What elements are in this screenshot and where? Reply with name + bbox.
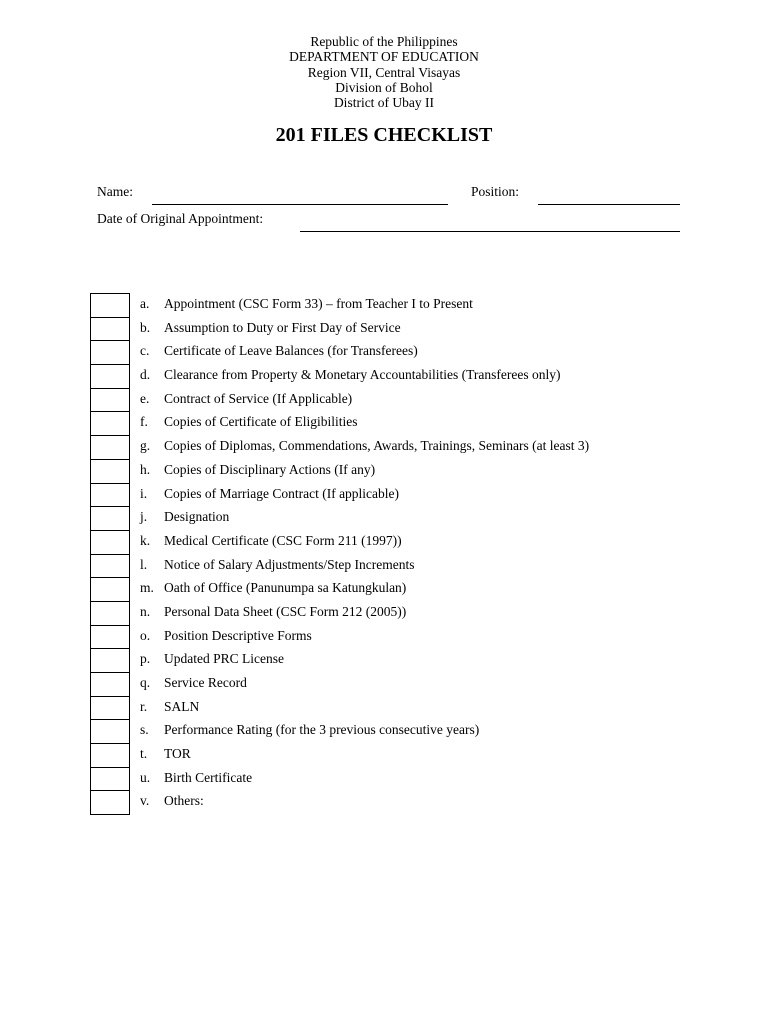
- item-label: SALN: [164, 698, 200, 714]
- item-label: Copies of Certificate of Eligibilities: [164, 414, 358, 430]
- checkbox[interactable]: [90, 743, 130, 767]
- item-label: Clearance from Property & Monetary Accountabilities (Transferees only): [164, 367, 561, 383]
- item-label: Contract of Service (If Applicable): [164, 390, 353, 406]
- item-label: Copies of Disciplinary Actions (If any): [164, 461, 376, 477]
- header-region: Region VII, Central Visayas: [307, 64, 461, 80]
- checkbox[interactable]: [90, 625, 130, 649]
- item-label: Copies of Marriage Contract (If applicable): [164, 485, 400, 501]
- item-letter: t.: [140, 746, 148, 762]
- item-letter: h.: [140, 461, 151, 477]
- checkbox[interactable]: [90, 459, 130, 483]
- item-letter: a.: [140, 296, 150, 311]
- checkbox[interactable]: [90, 506, 130, 530]
- name-field-line[interactable]: [152, 204, 448, 205]
- checkbox[interactable]: [90, 340, 130, 364]
- checkbox[interactable]: [90, 577, 130, 601]
- checkbox[interactable]: [90, 317, 130, 341]
- letterhead: [0, 34, 768, 110]
- document-title: 201 FILES CHECKLIST: [275, 124, 493, 146]
- item-label: Medical Certificate (CSC Form 211 (1997)): [164, 532, 402, 548]
- item-letter: o.: [140, 627, 151, 643]
- checkbox[interactable]: [90, 767, 130, 791]
- item-letter: f.: [140, 414, 148, 430]
- item-letter: c.: [140, 343, 150, 359]
- name-label: Name:: [97, 184, 133, 199]
- item-letter: k.: [140, 532, 151, 548]
- date-of-appointment-label: Date of Original Appointment:: [97, 211, 264, 226]
- checkbox[interactable]: [90, 483, 130, 507]
- item-label: Position Descriptive Forms: [164, 627, 312, 643]
- item-label: TOR: [164, 746, 191, 762]
- date-of-appointment-field-line[interactable]: [300, 231, 680, 232]
- checkbox[interactable]: [90, 435, 130, 459]
- checkbox[interactable]: [90, 293, 130, 317]
- item-letter: g.: [140, 438, 151, 454]
- item-letter: n.: [140, 603, 151, 619]
- item-letter: v.: [140, 793, 150, 809]
- header-district: District of Ubay II: [333, 95, 435, 111]
- position-label: Position:: [471, 184, 520, 199]
- item-letter: q.: [140, 675, 151, 690]
- checkbox[interactable]: [90, 790, 130, 815]
- item-letter: b.: [140, 319, 151, 335]
- checkbox[interactable]: [90, 554, 130, 578]
- checkbox[interactable]: [90, 648, 130, 672]
- item-label: Personal Data Sheet (CSC Form 212 (2005)): [164, 603, 407, 619]
- item-letter: r.: [140, 698, 148, 714]
- item-label: Assumption to Duty or First Day of Service: [164, 319, 401, 335]
- item-label: Updated PRC License: [164, 651, 284, 667]
- item-label: Copies of Diplomas, Commendations, Awards, Trainings, Seminars (at least 3): [164, 438, 590, 454]
- item-label: Appointment (CSC Form 33) – from Teacher I to Present: [164, 296, 473, 311]
- item-letter: m.: [140, 580, 154, 596]
- item-letter: d.: [140, 367, 151, 383]
- header-republic: Republic of the Philippines: [310, 34, 458, 49]
- item-letter: u.: [140, 769, 151, 785]
- item-label: Designation: [164, 509, 230, 525]
- header-division: Division of Bohol: [335, 79, 433, 95]
- position-field-line[interactable]: [538, 204, 680, 205]
- item-label: Birth Certificate: [164, 769, 253, 785]
- checkbox[interactable]: [90, 388, 130, 412]
- item-letter: j.: [140, 509, 148, 525]
- checkbox[interactable]: [90, 719, 130, 743]
- checkbox[interactable]: [90, 696, 130, 720]
- header-department: DEPARTMENT OF EDUCATION: [289, 49, 479, 65]
- checkbox[interactable]: [90, 672, 130, 696]
- item-letter: l.: [140, 556, 148, 572]
- item-label: Oath of Office (Panunumpa sa Katungkulan): [164, 580, 407, 596]
- checkbox[interactable]: [90, 530, 130, 554]
- item-label: Service Record: [164, 675, 247, 690]
- item-letter: e.: [140, 390, 150, 406]
- checkbox[interactable]: [90, 601, 130, 625]
- checkbox[interactable]: [90, 364, 130, 388]
- checkbox[interactable]: [90, 411, 130, 435]
- item-letter: s.: [140, 722, 149, 738]
- item-label: Certificate of Leave Balances (for Transferees): [164, 343, 418, 359]
- item-label: Performance Rating (for the 3 previous consecutive years): [164, 722, 480, 738]
- item-label: Notice of Salary Adjustments/Step Increments: [164, 556, 415, 572]
- item-letter: i.: [140, 485, 148, 501]
- item-letter: p.: [140, 651, 151, 667]
- item-label: Others:: [164, 793, 204, 809]
